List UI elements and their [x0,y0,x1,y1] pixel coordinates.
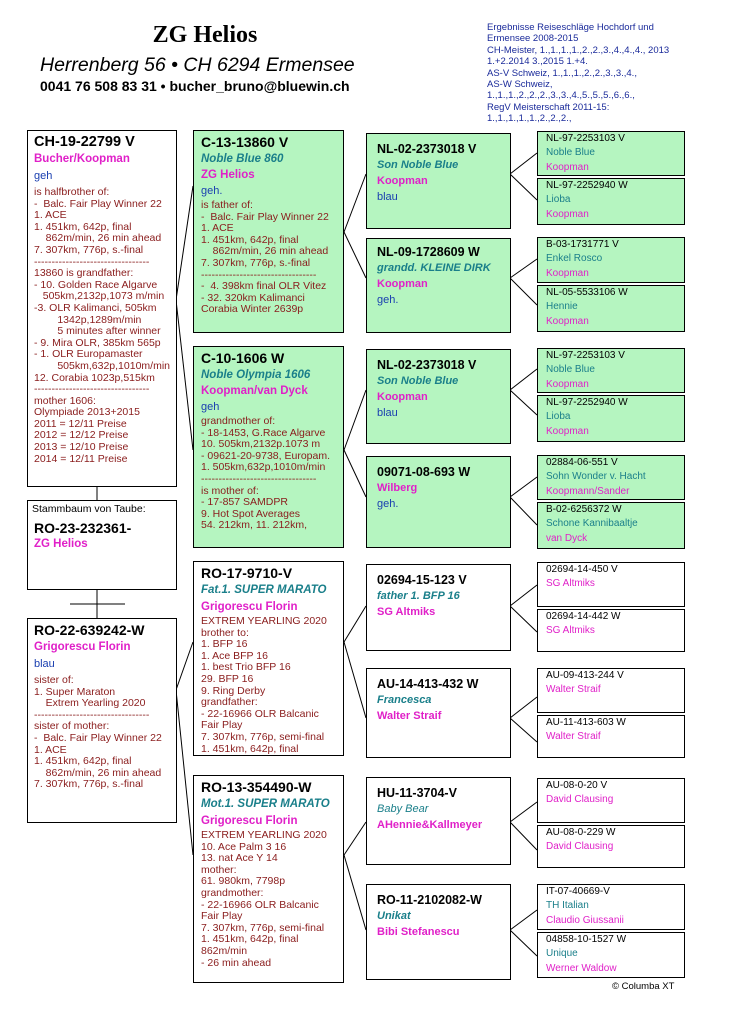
gen4-owner: Koopman [546,379,589,390]
gen4-ring: NL-97-2252940 W [546,180,628,191]
gen4-ring: 02884-06-551 V [546,457,618,468]
gen4-owner: Claudio Giussanii [546,915,624,926]
gen3-card[interactable] [366,238,511,333]
gen4-name: Lioba [546,411,571,422]
dam-ring: RO-22-639242-W [34,622,145,638]
gen3-owner: Walter Straif [377,710,442,722]
gen3-color: geh. [377,498,399,510]
gen3-ring: 02694-15-123 V [377,573,467,587]
gen2-owner: Grigorescu Florin [201,815,298,827]
gen3-name: father 1. BFP 16 [377,590,460,602]
gen4-owner: Koopman [546,162,589,173]
results-line: RegV Meisterschaft 2011-15: [487,101,610,113]
gen3-card[interactable] [366,777,511,865]
gen3-owner: Koopman [377,175,428,187]
gen3-owner: Koopman [377,391,428,403]
gen3-owner: Bibi Stefanescu [377,926,460,938]
results-line: AS-W Schweiz, [487,79,553,91]
gen4-owner: David Clausing [546,841,614,852]
gen4-owner: Koopman [546,209,589,220]
gen4-card[interactable] [537,884,685,930]
gen4-owner: Koopmann/Sander [546,486,630,497]
gen4-name: Noble Blue [546,364,595,375]
subject-owner: ZG Helios [34,538,88,550]
sire-card[interactable] [27,130,177,487]
breeder-contact: 0041 76 508 83 31 • bucher_bruno@bluewin.ch [40,78,350,94]
gen4-card[interactable] [537,609,685,652]
gen4-ring: AU-08-0-229 W [546,827,616,838]
gen4-card[interactable] [537,825,685,868]
results-line: 1.,1.,1.,1.,1.,2.,2.,2., [487,113,572,125]
gen4-name: Sohn Wonder v. Hacht [546,471,646,482]
results-line: 1.+2.2014 3.,2015 1.+4. [487,56,588,68]
gen4-card[interactable] [537,131,685,176]
gen4-owner: Koopman [546,426,589,437]
results-line: AS-V Schweiz, 1.,1.,1.,2.,2.,3.,3.,4., [487,67,637,79]
gen3-ring: RO-11-2102082-W [377,893,482,907]
gen3-card[interactable] [366,668,511,758]
gen4-ring: 02694-14-442 W [546,611,621,622]
dam-notes: sister of: 1. Super Maraton Extrem Yearling 2020 --------------------------------- sister of mother: - Balc. Fair Play Winner 22 1. ACE 1. 451km, 642p, final 862m/min, 26 min ahead 7. 307km, 776p, s.-final [34,674,162,791]
results-line: 1.,1.,1.,2.,2.,2.,3.,3.,4.,5.,5.,5.,6.,6., [487,90,635,102]
gen4-owner: Walter Straif [546,684,601,695]
gen3-card[interactable] [366,456,511,548]
gen3-card[interactable] [366,349,511,444]
gen4-name: Schone Kannibaaltje [546,518,638,529]
gen3-card[interactable] [366,133,511,229]
gen4-name: Noble Blue [546,147,595,158]
sire-notes: is halfbrother of: - Balc. Fair Play Winner 22 1. ACE 1. 451km, 642p, final 862m/min, 26 min ahead 7. 307km, 776p, s.-final --------------------------------- 13860 is grandfather: - 10. Golden Race Algarve 505km,2132p,1073 m/min -3. OLR Kalimanci, 505km 1342p,1289m/min 5 minutes after winner - 9. Mira OLR, 385km 565p - 1. OLR Europamaster 505km,632p,1010m/min 12. Corabia 1023p,515km --------------------------------- mother 1606: Olympiade 2013+2015 2011 = 12/11 Preise 2012 = 12/12 Preise 2013 = 12/10 Preise 2014 = 12/11 Preise [34,186,170,465]
page-title: ZG Helios [152,22,258,48]
dam-color: blau [34,658,55,670]
subject-ring: RO-23-232361- [34,520,132,536]
gen3-ring: HU-11-3704-V [377,786,457,800]
gen3-name: Son Noble Blue [377,375,459,387]
gen3-owner: Wilberg [377,482,418,494]
gen2-notes: is father of: - Balc. Fair Play Winner 22 1. ACE 1. 451km, 642p, final 862m/min, 26 min ahead 7. 307km, 776p, s.-final --------------------------------- - 4. 398km final OLR Vitez - 32. 320km Kalimanci Corabia Winter 2639p [201,199,329,316]
results-line: CH-Meister, 1.,1.,1.,1.,2.,2.,3.,4.,4.,4., 2013 [487,44,670,56]
gen2-ring: RO-17-9710-V [201,565,293,581]
gen3-owner: AHennie&Kallmeyer [377,819,483,831]
gen4-owner: David Clausing [546,794,614,805]
copyright: © Columba XT [612,981,675,992]
gen2-notes: EXTREM YEARLING 2020 10. Ace Palm 3 16 13. nat Ace Y 14 mother: 61. 980km, 7798p grandmother: - 22-16966 OLR Balcanic Fair Play 7. 307km, 776p, semi-final 1. 451km, 642p, final 862m/min - 26 min ahead [201,829,327,969]
gen4-card[interactable] [537,668,685,713]
gen4-name: Lioba [546,194,571,205]
gen3-ring: 09071-08-693 W [377,465,471,479]
gen3-ring: NL-09-1728609 W [377,245,480,259]
gen4-ring: NL-97-2253103 V [546,133,625,144]
gen3-ring: AU-14-413-432 W [377,677,479,691]
gen2-ring: C-10-1606 W [201,350,285,366]
gen4-owner: SG Altmiks [546,625,595,636]
gen4-ring: NL-05-5533106 W [546,287,628,298]
sire-ring: CH-19-22799 V [34,134,135,150]
gen3-name: Son Noble Blue [377,159,459,171]
gen2-notes: EXTREM YEARLING 2020 brother to: 1. BFP 16 1. Ace BFP 16 1. best Trio BFP 16 29. BFP 16 9. Ring Derby grandfather: - 22-16966 OLR Balcanic Fair Play 7. 307km, 776p, semi-final 1. 451km, 642p, final [201,615,327,755]
sire-owner: Bucher/Koopman [34,153,130,165]
gen2-name: Fat.1. SUPER MARATO [201,584,327,596]
gen3-name: Unikat [377,910,411,922]
gen2-card[interactable] [193,775,344,983]
gen4-name: Unique [546,948,578,959]
gen4-card[interactable] [537,348,685,393]
gen3-color: blau [377,191,398,203]
gen4-card[interactable] [537,778,685,823]
gen4-owner: Koopman [546,268,589,279]
gen3-owner: Koopman [377,278,428,290]
gen4-card[interactable] [537,237,685,283]
gen4-owner: SG Altmiks [546,578,595,589]
gen4-ring: AU-09-413-244 V [546,670,624,681]
gen3-color: blau [377,407,398,419]
gen4-ring: IT-07-40669-V [546,886,610,897]
gen2-card[interactable] [193,561,344,756]
gen3-ring: NL-02-2373018 V [377,142,477,156]
gen2-ring: C-13-13860 V [201,134,289,150]
gen4-card[interactable] [537,502,685,549]
gen2-owner: Grigorescu Florin [201,601,298,613]
gen3-card[interactable] [366,884,511,980]
gen4-ring: AU-08-0-20 V [546,780,608,791]
gen4-name: TH Italian [546,900,589,911]
gen4-card[interactable] [537,455,685,500]
gen2-owner: ZG Helios [201,169,255,181]
gen4-name: Hennie [546,301,578,312]
gen2-name: Noble Blue 860 [201,153,284,165]
gen3-color: geh. [377,294,399,306]
gen3-ring: NL-02-2373018 V [377,358,477,372]
gen4-card[interactable] [537,285,685,332]
gen4-card[interactable] [537,395,685,442]
sire-color: geh [34,170,53,182]
gen2-owner: Koopman/van Dyck [201,385,308,397]
subject-label: Stammbaum von Taube: [32,503,170,516]
gen3-name: Baby Bear [377,803,429,815]
gen4-card[interactable] [537,932,685,978]
gen4-ring: 02694-14-450 V [546,564,618,575]
gen3-owner: SG Altmiks [377,606,436,618]
gen4-ring: 04858-10-1527 W [546,934,627,945]
subject-card[interactable] [27,500,177,590]
gen2-name: Noble Olympia 1606 [201,369,311,381]
dam-card[interactable] [27,618,177,823]
gen4-card[interactable] [537,715,685,758]
dam-owner: Grigorescu Florin [34,641,131,653]
gen4-ring: B-02-6256372 W [546,504,622,515]
gen3-name: grandd. KLEINE DIRK [377,262,491,274]
gen2-card[interactable] [193,346,344,548]
gen4-owner: Koopman [546,316,589,327]
gen2-color: geh. [201,185,223,197]
gen2-notes: grandmother of: - 18-1453, G.Race Algarve 10. 505km,2132p.1073 m - 09621-20-9738, Europam. 1. 505km,632p,1010m/min --------------------------------- is mother of: - 17-857 SAMDPR 9. Hot Spot Averages 54. 212km, 11. 212km, [201,415,330,532]
gen2-ring: RO-13-354490-W [201,779,312,795]
gen4-ring: AU-11-413-603 W [546,717,626,728]
gen4-owner: Walter Straif [546,731,601,742]
gen4-owner: van Dyck [546,533,588,544]
gen2-card[interactable] [193,130,344,333]
gen2-color: geh [201,401,220,413]
gen3-name: Francesca [377,694,432,706]
gen4-ring: NL-97-2252940 W [546,397,628,408]
gen4-name: Enkel Rosco [546,253,603,264]
gen2-name: Mot.1. SUPER MARATO [201,798,330,810]
gen4-ring: NL-97-2253103 V [546,350,625,361]
results-line: Ergebnisse Reiseschläge Hochdorf und [487,22,654,33]
gen4-card[interactable] [537,562,685,607]
gen4-owner: Werner Waldow [546,963,617,974]
gen3-card[interactable] [366,564,511,651]
results-line: Ermensee 2008-2015 [487,33,579,45]
gen4-card[interactable] [537,178,685,225]
breeder-address: Herrenberg 56 • CH 6294 Ermensee [40,54,355,76]
gen4-ring: B-03-1731771 V [546,239,619,250]
